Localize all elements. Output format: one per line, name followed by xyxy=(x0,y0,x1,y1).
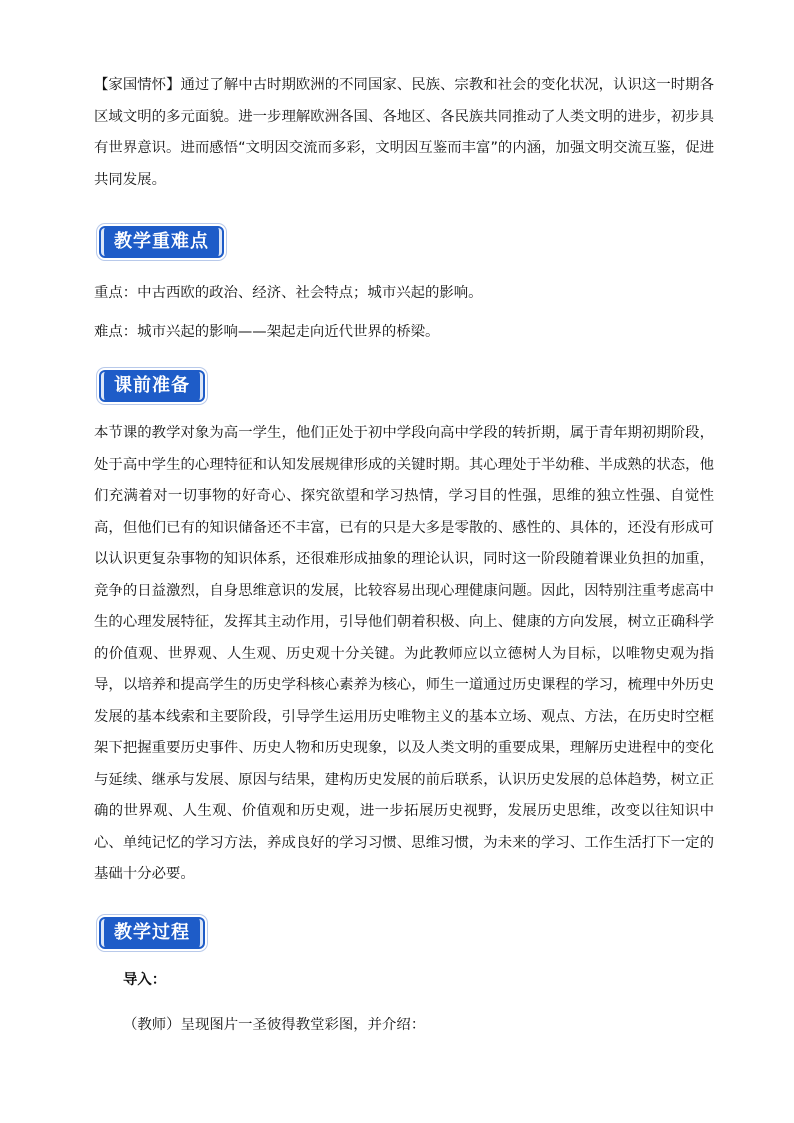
preparation-paragraph: 本节课的教学对象为高一学生，他们正处于初中学段向高中学段的转折期，属于青年期初期阶段，处于高中学生的心理特征和认知发展规律形成的关键时期。其心理处于半幼稚、半成熟的状态，他们充满着对一切事物的好奇心、探究欲望和学习热情，学习目的性强，思维的独立性强、自觉性高，但他们已有的知识储备还不丰富，已有的只是大多是零散的、感性的、具体的，还没有形成可以认识更复杂事物的知识体系，还很难形成抽象的理论认识，同时这一阶段随着课业负担的加重，竞争的日益激烈，自身思维意识的发展，比较容易出现心理健康问题。因此，因特别注重考虑高中生的心理发展特征，发挥其主动作用，引导他们朝着积极、向上、健康的方向发展，树立正确科学的价值观、世界观、人生观、历史观十分关键。为此教师应以立德树人为目标，以唯物史观为指导，以培养和提高学生的历史学科核心素养为核心，师生一道通过历史课程的学习，梳理中外历史发展的基本线索和主要阶段，引导学生运用历史唯物主义的基本立场、观点、方法，在历史时空框架下把握重要历史事件、历史人物和历史现象，以及人类文明的重要成果，理解历史进程中的变化与延续、继承与发展、原因与结果，建构历史发展的前后联系，认识历史发展的总体趋势，树立正确的世界观、人生观、价值观和历史观，进一步拓展历史视野，发展历史思维，改变以往知识中心、单纯记忆的学习方法，养成良好的学习习惯、思维习惯，为未来的学习、工作生活打下一定的基础十分必要。 xyxy=(94,425,714,882)
focus-text: 重点：中古西欧的政治、经济、社会特点；城市兴起的影响。 xyxy=(94,285,483,301)
key-points-heading: 教学重难点 xyxy=(101,228,222,256)
section-header-key-points xyxy=(94,228,714,256)
patriotism-paragraph: 【家国情怀】通过了解中古时期欧洲的不同国家、民族、宗教和社会的变化状况，认识这一时期各区域文明的多元面貌。进一步理解欧洲各国、各地区、各民族共同推动了人类文明的进步，初步具有世界意识。进而感悟“文明因交流而多彩，文明因互鉴而丰富”的内涵，加强文明交流互鉴，促进共同发展。 xyxy=(94,77,714,188)
preparation-heading: 课前准备 xyxy=(101,372,203,400)
section-header-preparation xyxy=(94,372,714,400)
process-heading: 教学过程 xyxy=(101,919,203,947)
intro-text: （教师）呈现图片一圣彼得教堂彩图，并介绍： xyxy=(123,1016,426,1033)
section-header-process xyxy=(94,919,714,947)
intro-label: 导入： xyxy=(123,971,167,988)
difficulty-text: 难点：城市兴起的影响——架起走向近代世界的桥梁。 xyxy=(94,323,440,340)
document-page xyxy=(94,70,714,1041)
